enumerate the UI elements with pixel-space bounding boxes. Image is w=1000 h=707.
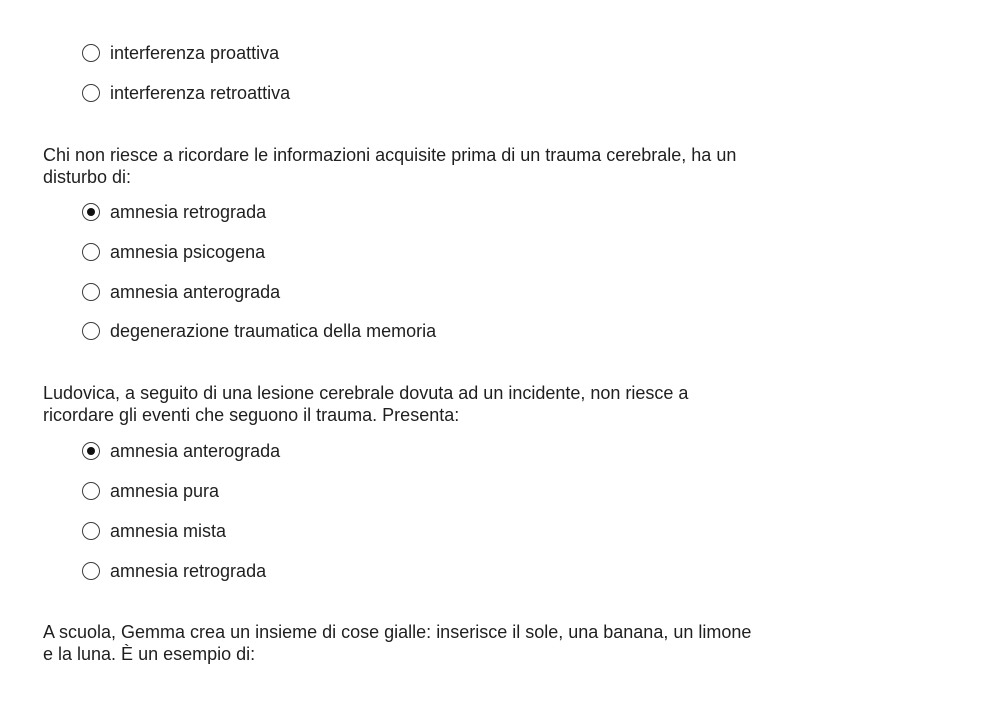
option-label: amnesia mista bbox=[110, 521, 227, 541]
q2-option-2[interactable] bbox=[82, 480, 219, 502]
option-label: degenerazione traumatica della memoria bbox=[110, 321, 437, 341]
q1-option-2[interactable] bbox=[82, 241, 265, 263]
option-label: interferenza proattiva bbox=[110, 43, 280, 63]
radio-button[interactable] bbox=[82, 442, 100, 460]
option-label: amnesia pura bbox=[110, 481, 220, 501]
q2-option-4[interactable] bbox=[82, 560, 266, 582]
option-label: interferenza retroattiva bbox=[110, 83, 291, 103]
q0-option-2[interactable] bbox=[82, 82, 290, 104]
radio-button[interactable] bbox=[82, 243, 100, 261]
radio-button[interactable] bbox=[82, 203, 100, 221]
q1-option-4[interactable] bbox=[82, 320, 436, 342]
radio-button[interactable] bbox=[82, 84, 100, 102]
q1-option-3[interactable] bbox=[82, 281, 280, 303]
option-label: amnesia retrograda bbox=[110, 202, 267, 222]
radio-button[interactable] bbox=[82, 283, 100, 301]
option-label: amnesia anterograda bbox=[110, 282, 281, 302]
question-1-text: Chi non riesce a ricordare le informazioni acquisite prima di un trauma cerebrale, ha un disturbo di: bbox=[43, 145, 737, 187]
option-label: amnesia retrograda bbox=[110, 561, 267, 581]
option-label: amnesia psicogena bbox=[110, 242, 266, 262]
radio-button[interactable] bbox=[82, 522, 100, 540]
question-3-text: A scuola, Gemma crea un insieme di cose gialle: inserisce il sole, una banana, un limone e la luna. È un esempio di: bbox=[43, 622, 752, 664]
question-2-text: Ludovica, a seguito di una lesione cerebrale dovuta ad un incidente, non riesce a ricordare gli eventi che seguono il trauma. Presenta: bbox=[43, 383, 689, 425]
radio-button[interactable] bbox=[82, 322, 100, 340]
q1-option-1[interactable] bbox=[82, 201, 266, 223]
q0-option-1[interactable] bbox=[82, 42, 279, 64]
radio-button[interactable] bbox=[82, 482, 100, 500]
option-label: amnesia anterograda bbox=[110, 441, 281, 461]
radio-button[interactable] bbox=[82, 562, 100, 580]
q2-option-1[interactable] bbox=[82, 440, 280, 462]
radio-button[interactable] bbox=[82, 44, 100, 62]
q2-option-3[interactable] bbox=[82, 520, 226, 542]
